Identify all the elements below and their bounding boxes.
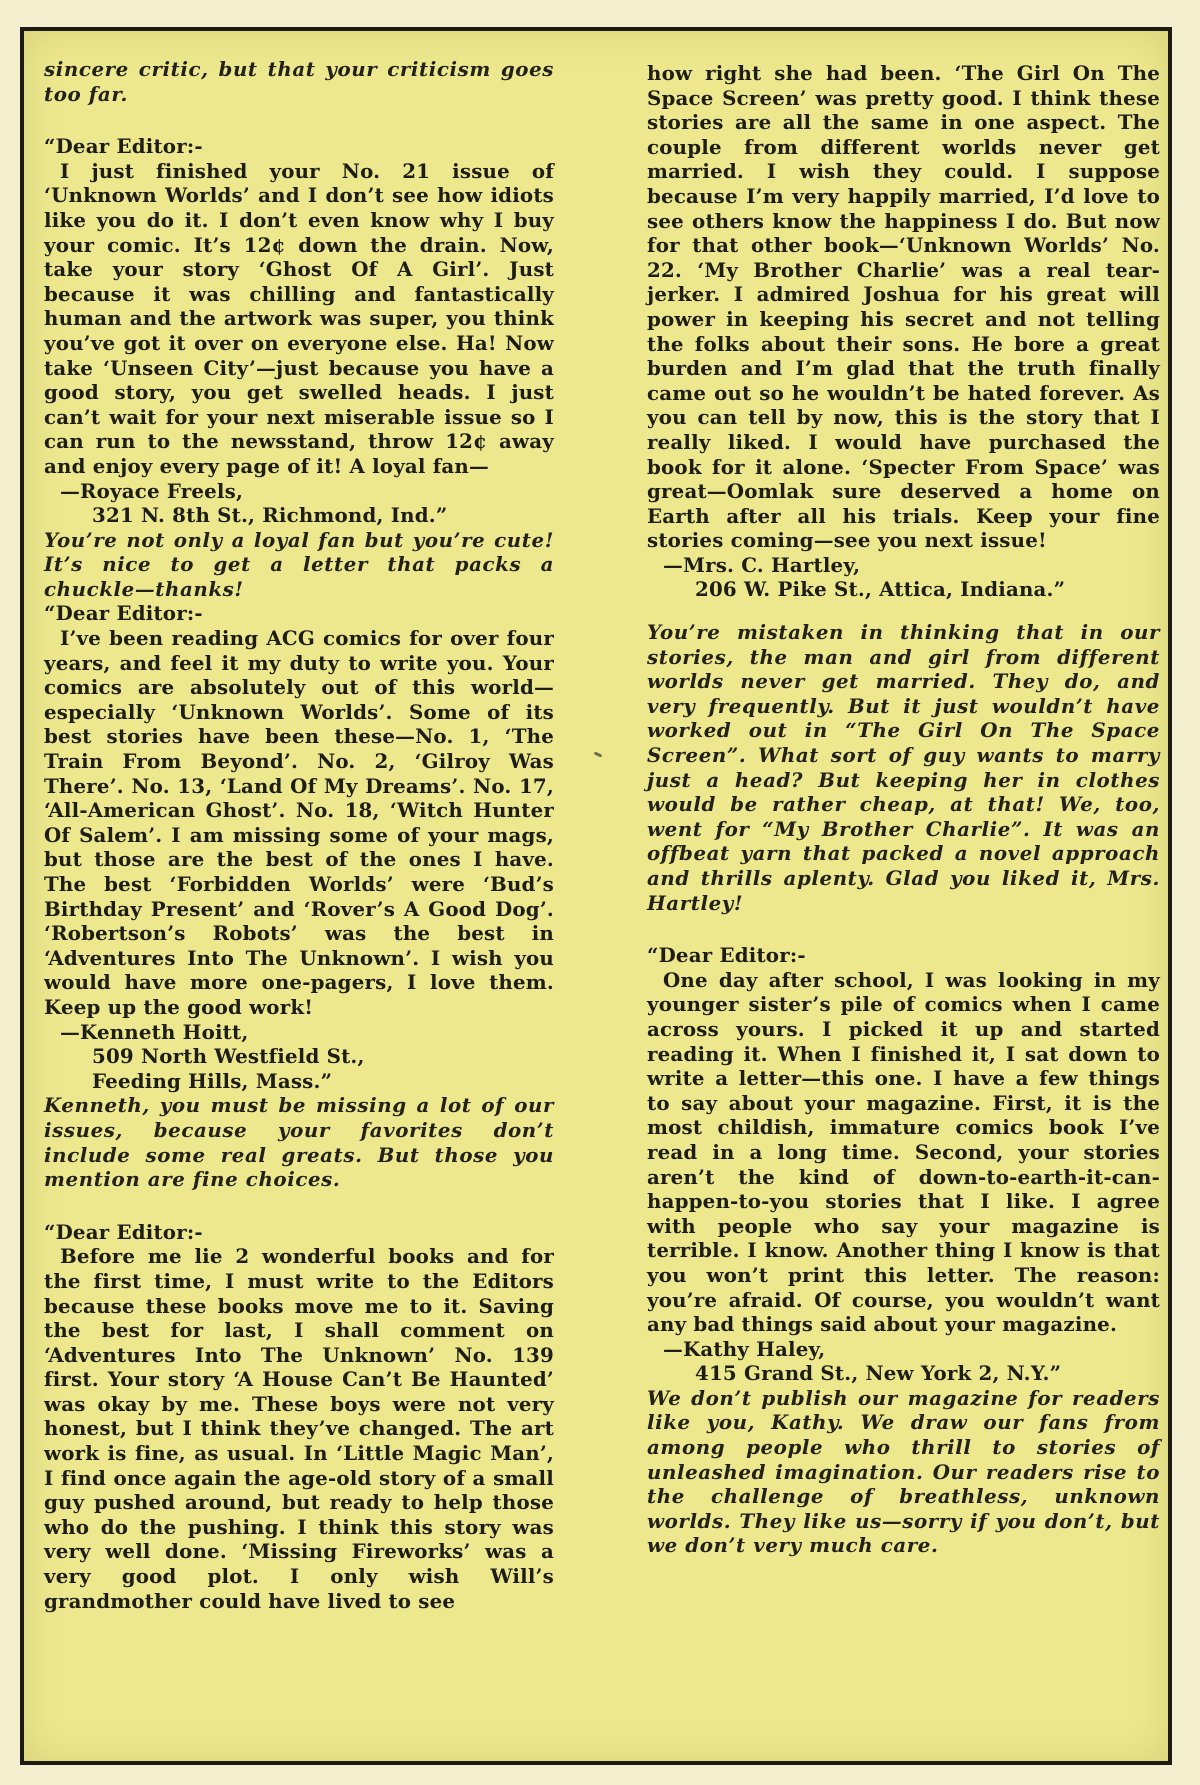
editor-reply-intro: sincere critic, but that your criticism goes too far.: [44, 57, 554, 106]
letter-greeting: “Dear Editor:-: [44, 1219, 203, 1244]
letter-signature: —Royace Freels,: [60, 478, 244, 503]
letter-kenneth-hoitt: [44, 601, 554, 1191]
letter-address-line2: Feeding Hills, Mass.”: [92, 1068, 333, 1093]
editor-reply: We don’t publish our magazine for readers like you, Kathy. We draw our fans from among people who thrill to stories of unleashed imagination. Our readers rise to the challenge of breathless, unknown worlds. They like us—sorry if you don’t, but we don’t very much care.: [647, 1385, 1160, 1558]
letter-address: 206 W. Pike St., Attica, Indiana.”: [695, 577, 1066, 602]
letter-signature: —Mrs. C. Hartley,: [663, 552, 861, 577]
letter-body: I’ve been reading ACG comics for over four years, and feel it my duty to write you. Your comics are absolutely out of this world—especially ‘Unknown Worlds’. Some of its best stories have been these—No. 1, ‘The Train From Beyond’. No. 2, ‘Gilroy Was There’. No. 13, ‘Land Of My Dreams’. No. 17, ‘All-American Ghost’. No. 18, ‘Witch Hunter Of Salem’. I am missing some of your mags, but those are the best of the ones I have. The best ‘Forbidden Worlds’ were ‘Bud’s Birthday Present’ and ‘Rover’s A Good Dog’. ‘Robertson’s Robots’ was the best in ‘Adventures Into The Unknown’. I wish you would have more one-pagers, I love them. Keep up the good work!: [44, 626, 554, 1019]
letter-body: I just finished your No. 21 issue of ‘Unknown Worlds’ and I don’t see how idiots like you do it. I don’t even know why I buy your comic. It’s 12¢ down the drain. Now, take your story ‘Ghost Of A Girl’. Just because it was chilling and fantastically human and the artwork was super, you think you’ve got it over on everyone else. Ha! Now take ‘Unseen City’—just because you have a good story, you get swelled heads. I just can’t wait for your next miserable issue so I can run to the newsstand, throw 12¢ away and enjoy every page of it! A loyal fan—: [44, 158, 554, 478]
letter-address: 321 N. 8th St., Richmond, Ind.”: [92, 503, 448, 528]
letter-royace-freels: [44, 134, 554, 601]
letter-body: Before me lie 2 wonderful books and for the first time, I must write to the Editors because these books move me to it. Saving the best for last, I shall comment on ‘Adventures Into The Unknown’ No. 139 first. Your story ‘A House Can’t Be Haunted’ was okay by me. These boys were not very honest, but I think they’ve changed. The art work is fine, as usual. In ‘Little Magic Man’, I find once again the age-old story of a small guy pushed around, but ready to help those who do the pushing. I think this story was very well done. ‘Missing Fireworks’ was a very good plot. I only wish Will’s grandmother could have lived to see: [44, 1244, 554, 1613]
letters-page: [20, 27, 1172, 1765]
left-column: [44, 57, 554, 1613]
letter-hartley-part1: [44, 1220, 554, 1614]
letter-greeting: “Dear Editor:-: [44, 134, 203, 159]
letter-hartley-part2: [647, 61, 1160, 915]
letter-signature: —Kathy Haley,: [663, 1336, 826, 1361]
letter-address-line1: 509 North Westfield St.,: [92, 1044, 365, 1069]
letter-body: One day after school, I was looking in my younger sister’s pile of comics when I came across yours. I picked it up and started reading it. When I finished it, I sat down to write a letter—this one. I have a few things to say about your magazine. First, it is the most childish, immature comics book I’ve read in a long time. Second, your stories aren’t the kind of down-to-earth-it-can-happen-to-you stories that I like. I agree with people who say your magazine is terrible. I know. Another thing I know is that you won’t print this letter. The reason: you’re afraid. Of course, you wouldn’t want any bad things said about your magazine.: [647, 967, 1160, 1337]
letter-greeting: “Dear Editor:-: [647, 943, 806, 968]
letter-kathy-haley: [647, 943, 1160, 1558]
letter-body-continued: how right she had been. ‘The Girl On The Space Screen’ was pretty good. I think these stories are all the same in one aspect. The couple from different worlds never get married. I wish they could. I suppose because I’m very happily married, I’d love to see others know the happiness I do. But now for that other book—‘Unknown Worlds’ No. 22. ‘My Brother Charlie’ was a real tear-jerker. I admired Joshua for his great will power in keeping his secret and not telling the folks about their sons. He bore a great burden and I’m glad that the truth finally came out so he wouldn’t be hated forever. As you can tell by now, this is the story that I really liked. I would have purchased the book for it alone. ‘Specter From Space’ was great—Oomlak sure deserved a home on Earth after all his trials. Keep your fine stories coming—see you next issue!: [647, 61, 1160, 553]
editor-reply: You’re not only a loyal fan but you’re cute! It’s nice to get a letter that packs a chuckle—thanks!: [44, 527, 554, 601]
letter-signature: —Kenneth Hoitt,: [60, 1019, 249, 1044]
letter-greeting: “Dear Editor:-: [44, 601, 203, 626]
letter-address: 415 Grand St., New York 2, N.Y.”: [695, 1361, 1062, 1386]
editor-reply: You’re mistaken in thinking that in our stories, the man and girl from different worlds never get married. They do, and very frequently. But it just wouldn’t have worked out in “The Girl On The Space Screen”. What sort of guy wants to marry just a head? But keeping her in clothes would be rather cheap, at that! We, too, went for “My Brother Charlie”. It was an offbeat yarn that packed a novel approach and thrills aplenty. Glad you liked it, Mrs. Hartley!: [647, 620, 1160, 915]
right-column: [647, 61, 1160, 1558]
editor-reply: Kenneth, you must be missing a lot of our issues, because your favorites don’t include some real greats. But those you mention are fine choices.: [44, 1093, 554, 1192]
print-speck: [594, 751, 603, 757]
